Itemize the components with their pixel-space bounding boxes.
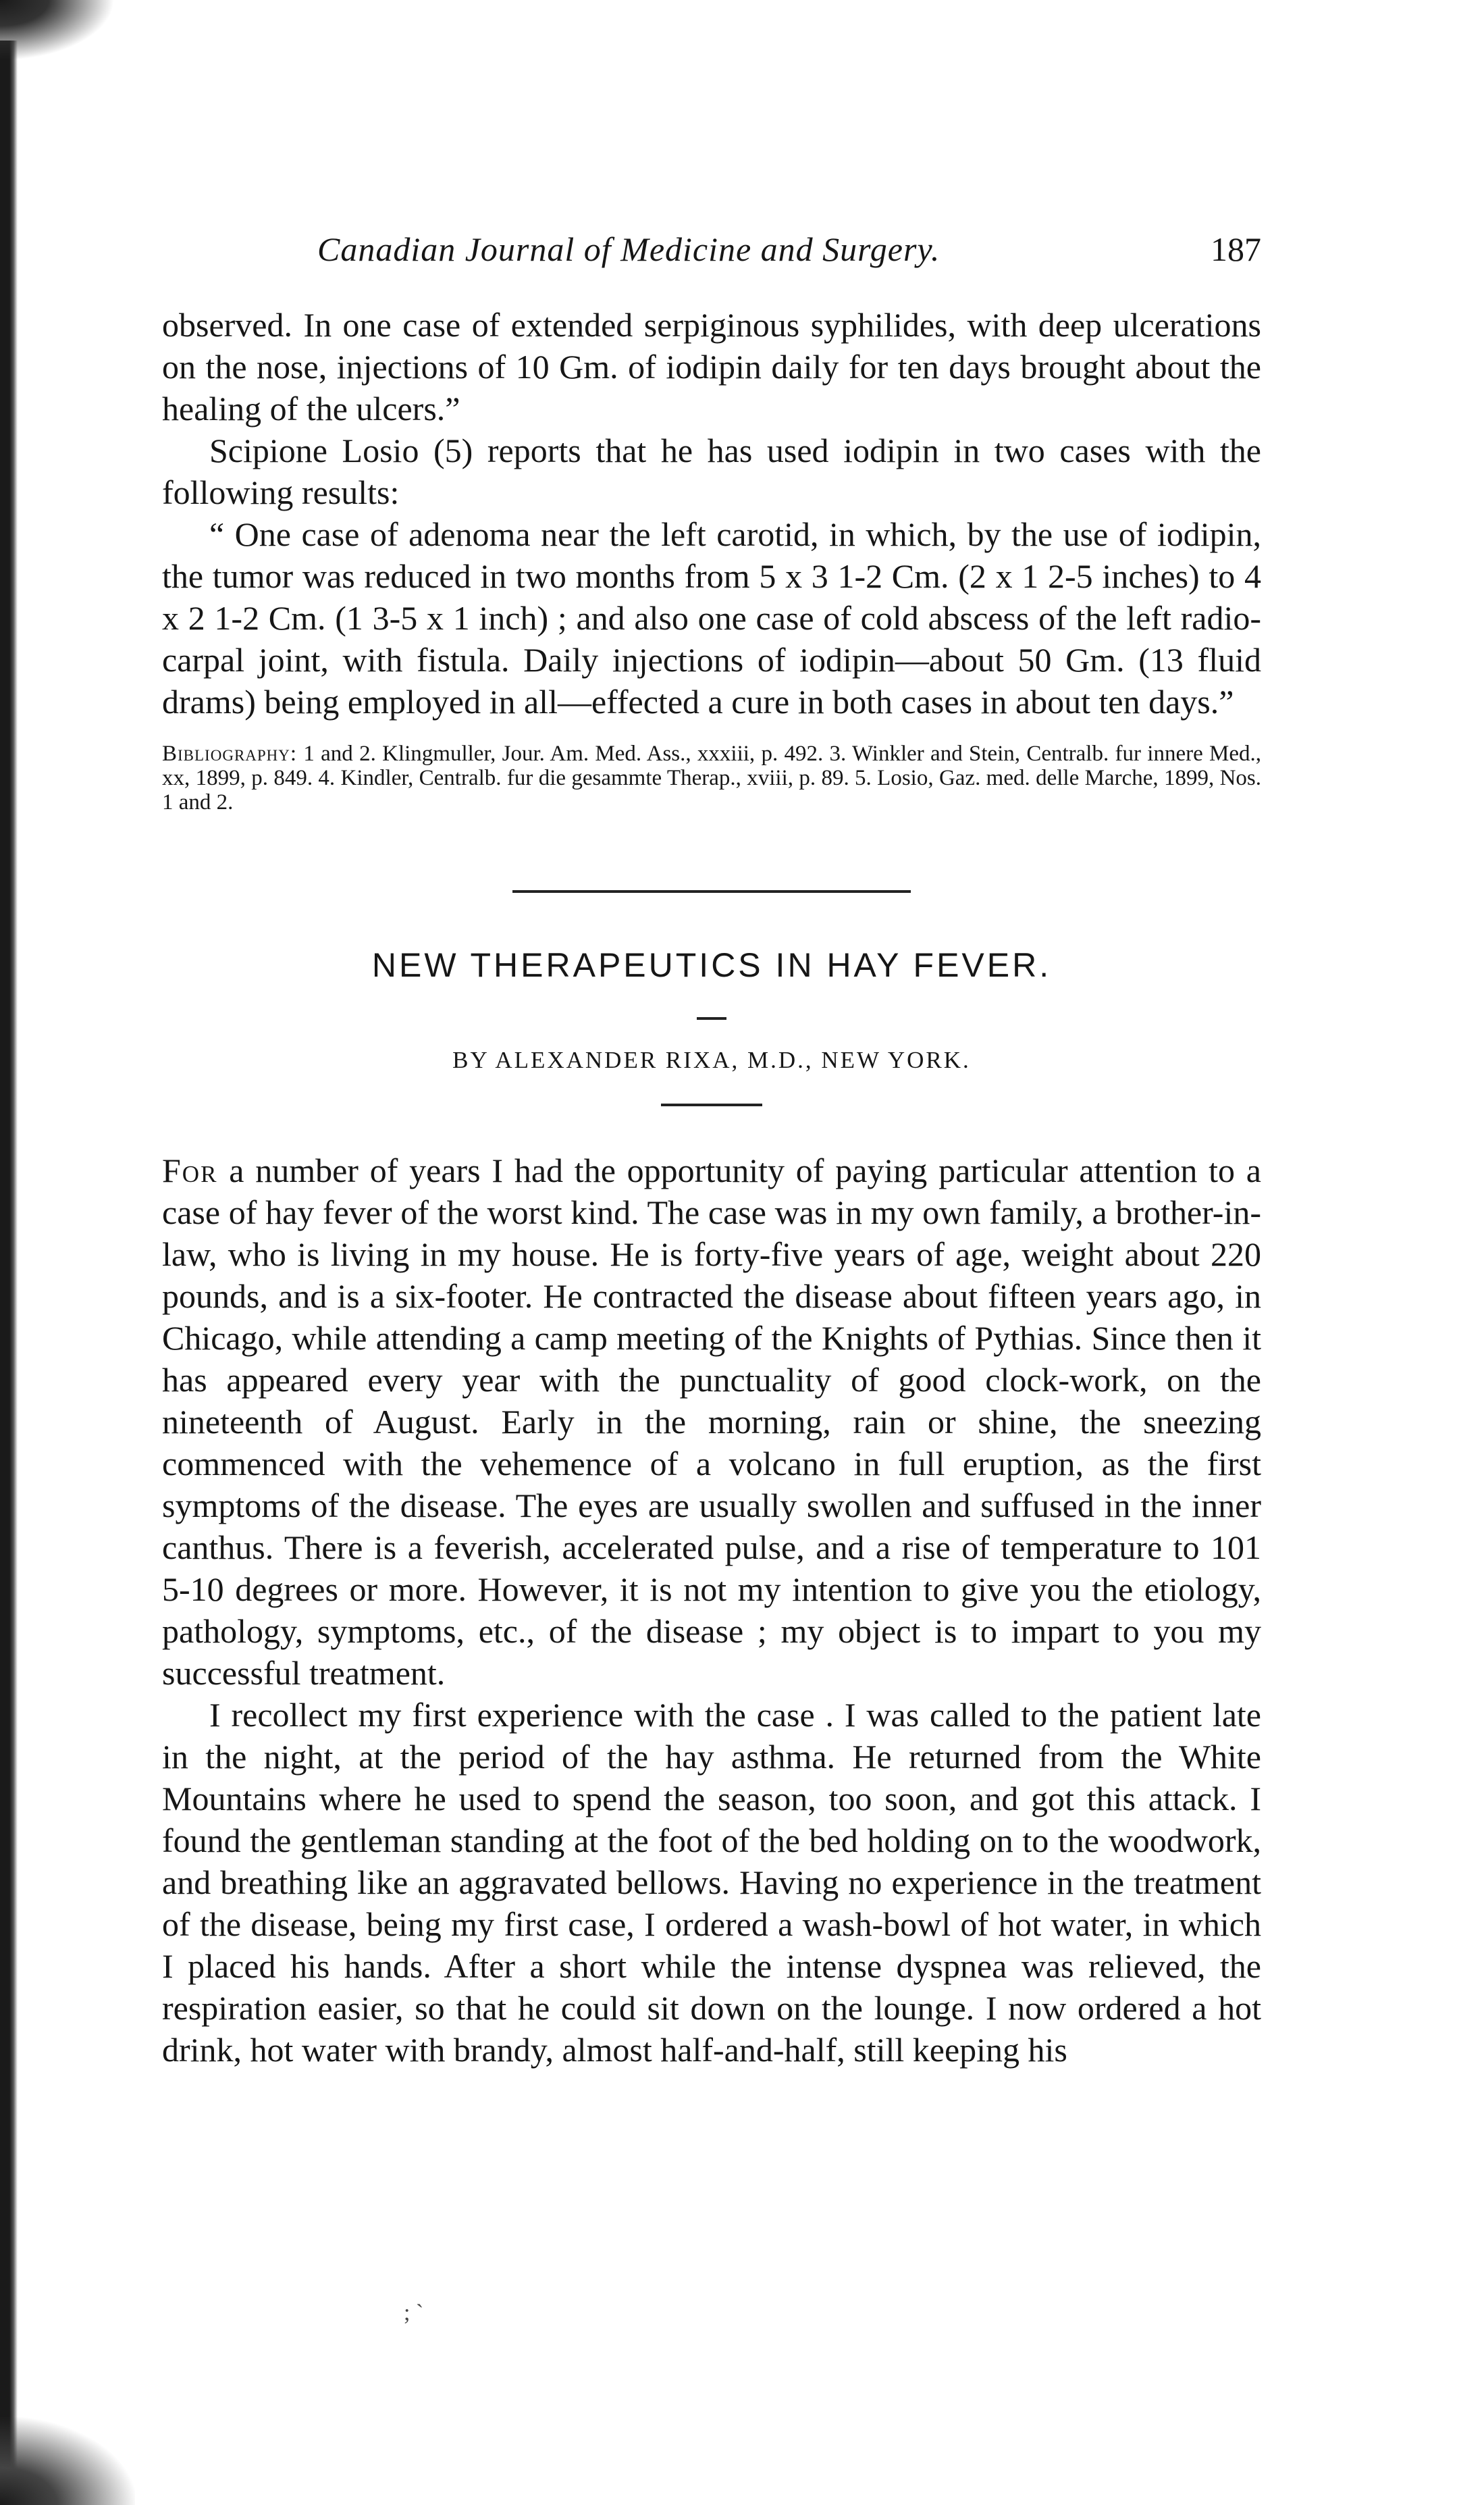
running-head	[162, 230, 1261, 277]
article-body	[162, 1150, 1261, 2071]
stray-print-marks: ; ˋ	[404, 2300, 424, 2325]
article-byline: BY ALEXANDER RIXA, M.D., NEW YORK.	[452, 1047, 971, 1073]
paragraph-continued: observed. In one case of extended serpiginous syphilides, with deep ulcerations on the nose, injections of 10 Gm. of iodipin daily for ten days brought about the healing of the ulcers.”	[162, 306, 1261, 428]
page-number: 187	[1211, 230, 1261, 268]
paragraph-losio: Scipione Losio (5) reports that he has used iodipin in two cases with the following results:	[162, 432, 1261, 511]
scan-binding-edge	[0, 41, 18, 2472]
lead-word: For	[162, 1152, 218, 1189]
paragraph-first-experience: I recollect my first experience with the case . I was called to the patient late in the night, at the period of the hay asthma. He returned from the White Mountains where he used to spend the season, too soon, and got this attack. I found the gentleman standing at the foot of the bed holding on to the woodwork, and breathing like an aggravated bellows. Having no experience in the treatment of the disease, being my first case, I ordered a wash-bowl of hot water, in which I placed his hands. After a short while the intense dyspnea was relieved, the respiration easier, so that he could sit down on the lounge. I now ordered a hot drink, hot water with brandy, almost half-and-half, still keeping his	[162, 1696, 1261, 2069]
title-rule	[697, 1017, 726, 1020]
bibliography-label: Bibliography:	[162, 742, 298, 766]
paragraph-intro-text: a number of years I had the opportunity of paying particular attention to a case of hay fever of the worst kind. The case was in my own family, a brother-in-law, who is living in my house. He is forty-five years of age, weight about 220 pounds, and is a six-footer. He contracted the disease about fifteen years ago, in Chicago, while attending a camp meeting of the Knights of Pythias. Since then it has appeared every year with the punctuality of good clock-work, on the nineteenth of August. Early in the morning, rain or shine, the sneezing commenced with the vehemence of a volcano in full eruption, as the first symptoms of the disease. The eyes are usually swollen and suffused in the inner canthus. There is a feverish, accelerated pulse, and a rise of temperature to 101 5-10 degrees or more. However, it is not my intention to give you the etiology, pathology, symptoms, etc., of the disease ; my object is to impart to you my successful treatment.	[162, 1152, 1261, 1692]
bibliography-text: 1 and 2. Klingmuller, Jour. Am. Med. Ass., xxxiii, p. 492. 3. Winkler and Stein, Centralb. fur innere Med., xx, 1899, p. 849. 4. Kindler, Centralb. fur die gesammte Therap., xviii, p. 89. 5. Losio, Gaz. med. delle Marche, 1899, Nos. 1 and 2.	[162, 742, 1261, 815]
paragraph-quote: “ One case of adenoma near the left carotid, in which, by the use of iodipin, the tumor was reduced in two months from 5 x 3 1-2 Cm. (2 x 1 2-5 inches) to 4 x 2 1-2 Cm. (1 3-5 x 1 inch) ; and also one case of cold abscess of the left radio-carpal joint, with fistula. Daily injections of iodipin—about 50 Gm. (13 fluid drams) being employed in all—effected a cure in both cases in about ten days.”	[162, 515, 1261, 721]
section-divider	[512, 890, 911, 893]
byline-rule	[661, 1104, 762, 1106]
article-title: NEW THERAPEUTICS IN HAY FEVER.	[371, 946, 1052, 984]
page	[162, 230, 1261, 2071]
bibliography	[162, 742, 1261, 815]
continued-article	[162, 304, 1261, 723]
journal-title: Canadian Journal of Medicine and Surgery.	[317, 230, 940, 268]
paragraph-intro	[162, 1150, 1261, 1694]
scan-shadow-bottom	[0, 2417, 135, 2505]
scan-shadow-top	[0, 0, 115, 61]
